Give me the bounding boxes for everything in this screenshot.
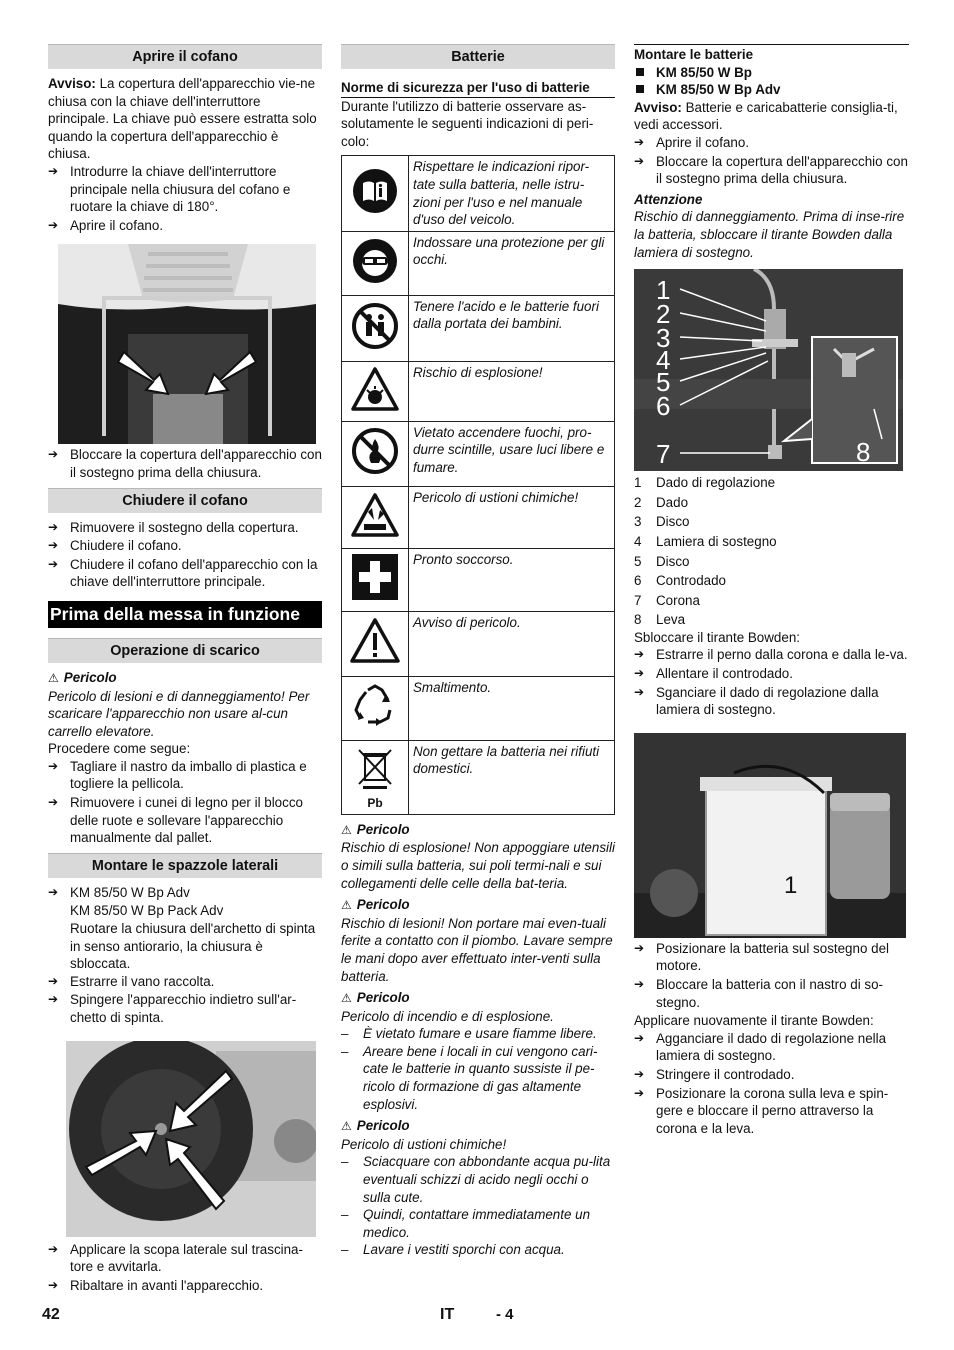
callout-5: 5 <box>656 367 671 398</box>
list-item: – Lavare i vestiti sporchi con acqua. <box>341 1242 565 1258</box>
step-text: Ribaltare in avanti l'apparecchio. <box>70 1277 264 1293</box>
step <box>634 134 909 152</box>
warning-triangle-icon: ⚠ <box>341 1119 352 1134</box>
warning-heading: ⚠ Pericolo <box>341 1118 410 1134</box>
warning-triangle-icon: ⚠ <box>341 898 352 913</box>
step-text: Posizionare la corona sulla leva e spin-gere e bloccare il perno attraverso la corona e la leva. <box>656 1085 889 1136</box>
section-title-close-hood: Chiudere il cofano <box>48 488 322 513</box>
symbol-text: Indossare una protezione per gli occhi. <box>409 231 615 295</box>
step <box>634 153 909 188</box>
column-middle <box>341 44 615 1259</box>
intro-text: Durante l'utilizzo di batterie osservare as-solutamente le seguenti indicazioni di peri-colo: <box>341 98 594 149</box>
symbol-row <box>342 548 615 611</box>
step-text: Bloccare la batteria con il nastro di so-stegno. <box>656 977 884 1010</box>
warning-triangle-icon: ⚠ <box>48 670 59 685</box>
list-item: – È vietato fumare e usare fiamme libere. <box>341 1026 597 1042</box>
symbol-text: Pronto soccorso. <box>409 548 615 611</box>
step <box>48 758 322 793</box>
step <box>48 794 322 847</box>
symbol-row <box>342 611 615 676</box>
warning-heading: ⚠ Pericolo <box>48 669 117 685</box>
step-text: Estrarre il vano raccolta. <box>70 973 215 989</box>
procedure-text: Applicare nuovamente il tirante Bowden: <box>634 1013 874 1029</box>
parts-list <box>634 474 909 629</box>
section-page: - 4 <box>496 1306 514 1323</box>
arrow-icon: ➔ <box>48 758 59 773</box>
symbol-text: Rispettare le indicazioni ripor-tate sulla batteria, nelle istru-zioni per l'uso e nel manuale d'uso del veicolo. <box>409 156 615 231</box>
step-text: Applicare la scopa laterale sul trascina-tore e avvitarla. <box>70 1241 303 1275</box>
step <box>48 537 322 555</box>
arrow-icon: ➔ <box>634 1067 645 1081</box>
warning-icon <box>342 611 409 676</box>
caution-heading: Attenzione <box>634 191 703 207</box>
bowden-illustration <box>634 269 903 471</box>
step-text: Allentare il controdado. <box>656 666 793 682</box>
callout-3: 3 <box>656 323 671 354</box>
step-text: Aprire il cofano. <box>656 134 750 150</box>
step-text: Introdurre la chiave dell'interruttore principale nella chiusura del cofano e ruotare la chiave di 180°. <box>70 163 291 215</box>
notice-text: La copertura dell'apparecchio vie-ne chiusa con la chiave dell'interruttore principale. La chiave può essere estratta solo quando la copertura dell'apparecchio è chiusa. <box>48 76 317 162</box>
symbol-text: Tenere l'acido e le batterie fuori dalla portata dei bambini. <box>409 295 615 361</box>
notice-text: Batterie e caricabatterie consiglia-ti, vedi accessori. <box>634 99 898 133</box>
symbol-row <box>342 740 615 814</box>
hood-illustration <box>58 244 316 444</box>
section-title-batteries: Batterie <box>341 44 615 69</box>
step-text: Rimuovere i cunei di legno per il blocco delle ruote e sollevare l'apparecchio manualmente dal pallet. <box>70 795 303 846</box>
arrow-icon: ➔ <box>634 684 645 699</box>
step <box>48 1277 322 1295</box>
arrow-icon: ➔ <box>48 884 59 899</box>
explosion-hazard-icon <box>342 361 409 421</box>
step-text: Aprire il cofano. <box>70 217 164 233</box>
step-text: Rimuovere il sostegno della copertura. <box>70 519 299 535</box>
step <box>634 646 909 664</box>
list-item: – Areare bene i locali in cui vengono cari-cate le batterie in quanto sussiste il pe-ricolo di formazione di gas altamente esplosivi. <box>341 1043 598 1112</box>
procedure-text: Procedere come segue: <box>48 741 191 757</box>
step <box>634 1030 909 1065</box>
photo-battery <box>634 733 906 938</box>
warning-triangle-icon: ⚠ <box>341 991 352 1006</box>
first-aid-icon <box>342 548 409 611</box>
step-text: Sganciare il dado di regolazione dalla lamiera di sostegno. <box>656 684 879 718</box>
page-number: 42 <box>42 1306 60 1323</box>
symbol-text: Non gettare la batteria nei rifiuti domestici. <box>409 740 615 814</box>
manual-book-icon <box>342 156 409 231</box>
list-item: – Quindi, contattare immediatamente un medico. <box>341 1207 591 1240</box>
callout-1: 1 <box>784 871 798 899</box>
arrow-icon: ➔ <box>634 1030 645 1045</box>
notice-label: Avviso: <box>634 99 682 115</box>
step <box>634 940 909 975</box>
arrow-icon: ➔ <box>634 647 645 662</box>
symbol-row <box>342 156 615 231</box>
step-text: Bloccare la copertura dell'apparecchio con il sostegno prima della chiusura. <box>70 447 322 480</box>
warning-triangle-icon: ⚠ <box>341 822 352 837</box>
symbol-row <box>342 421 615 486</box>
step <box>48 519 322 537</box>
chemical-burn-icon <box>342 486 409 548</box>
step <box>634 684 909 719</box>
symbol-text: Pericolo di ustioni chimiche! <box>409 486 615 548</box>
notice-paragraph <box>634 99 909 134</box>
lead-label: Pb <box>367 795 383 810</box>
warning-heading: ⚠ Pericolo <box>341 990 410 1006</box>
step-text: Agganciare il dado di regolazione nella lamiera di sostegno. <box>656 1030 887 1064</box>
arrow-icon: ➔ <box>634 977 645 992</box>
step <box>48 217 322 235</box>
callout-2: 2 <box>656 299 671 330</box>
arrow-icon: ➔ <box>48 973 59 988</box>
part-item: 1 Dado di regolazione <box>634 475 776 491</box>
model-item: KM 85/50 W Bp Adv <box>634 81 909 99</box>
photo-bowden-cable <box>634 269 903 471</box>
warning-text: Rischio di esplosione! Non appoggiare utensili o simili sulla batteria, sui poli termi-nali e sui collegamenti delle celle della bat-teria. <box>341 840 615 891</box>
step <box>48 884 322 902</box>
section-title-side-brushes: Montare le spazzole laterali <box>48 853 322 878</box>
battery-illustration <box>634 733 906 938</box>
step-text: Bloccare la copertura dell'apparecchio con il sostegno prima della chiusura. <box>656 153 908 187</box>
arrow-icon: ➔ <box>634 666 645 681</box>
symbol-row <box>342 295 615 361</box>
step <box>634 665 909 683</box>
arrow-icon: ➔ <box>48 519 59 534</box>
crossed-bin-icon <box>342 740 409 814</box>
bullet-square-icon <box>636 85 644 93</box>
part-item: 7 Corona <box>634 592 700 608</box>
warning-text: Rischio di lesioni! Non portare mai even-tuali ferite a contatto con il piombo. Lavare sempre le mani dopo aver effettuato inter-venti sulla batteria. <box>341 915 613 984</box>
step-text: Tagliare il nastro da imballo di plastica e togliere la pellicola. <box>70 758 307 792</box>
step-text: Estrarre il perno dalla corona e dalla le-va. <box>656 647 908 663</box>
symbol-text: Smaltimento. <box>409 676 615 740</box>
arrow-icon: ➔ <box>48 1241 59 1256</box>
symbol-text: Vietato accendere fuochi, pro-durre scintille, usare luci libere e fumare. <box>409 421 615 486</box>
section-title-mount-batteries: Montare le batterie <box>634 44 909 64</box>
chapter-title: Prima della messa in funzione <box>48 601 322 628</box>
arrow-icon: ➔ <box>48 538 59 553</box>
step <box>634 976 909 1011</box>
brush-illustration <box>66 1041 316 1237</box>
no-children-icon <box>342 295 409 361</box>
language-code: IT <box>440 1306 455 1323</box>
eye-protection-icon <box>342 231 409 295</box>
part-item: 6 Controdado <box>634 573 726 589</box>
symbol-text: Avviso di pericolo. <box>409 611 615 676</box>
model-name: KM 85/50 W Bp Pack Adv <box>70 903 224 919</box>
warning-heading: ⚠ Pericolo <box>341 821 410 837</box>
callout-8: 8 <box>856 437 871 468</box>
part-item: 4 Lamiera di sostegno <box>634 533 777 549</box>
symbol-row <box>342 486 615 548</box>
step <box>634 1085 909 1138</box>
arrow-icon: ➔ <box>634 940 645 955</box>
bullet-square-icon <box>636 68 644 76</box>
symbol-text: Rischio di esplosione! <box>409 361 615 421</box>
no-fire-icon <box>342 421 409 486</box>
list-item: – Sciacquare con abbondante acqua pu-lita eventuali schizzi di acido negli occhi o sulla cute. <box>341 1154 611 1205</box>
section-title-unloading: Operazione di scarico <box>48 638 322 663</box>
symbol-row <box>342 676 615 740</box>
warning-text: Pericolo di ustioni chimiche! <box>341 1136 507 1152</box>
model-name: KM 85/50 W Bp Adv <box>70 884 190 900</box>
caution-text: Rischio di danneggiamento. Prima di inse-rire la batteria, sbloccare il tirante Bowden dalla lamiera di sostegno. <box>634 209 905 260</box>
arrow-icon: ➔ <box>634 134 645 149</box>
callout-1: 1 <box>656 275 671 306</box>
safety-symbols-table <box>341 155 615 814</box>
part-item: 2 Dado <box>634 494 689 510</box>
symbol-row <box>342 361 615 421</box>
part-item: 3 Disco <box>634 514 690 530</box>
step <box>48 163 322 216</box>
step-text: Spingere l'apparecchio indietro sull'ar-chetto di spinta. <box>70 992 297 1025</box>
step <box>48 1241 322 1276</box>
callout-4: 4 <box>656 345 671 376</box>
arrow-icon: ➔ <box>48 163 59 178</box>
arrow-icon: ➔ <box>48 1277 59 1292</box>
step-text: Posizionare la batteria sul sostegno del motore. <box>656 940 889 974</box>
step <box>48 556 322 591</box>
warning-heading: ⚠ Pericolo <box>341 897 410 913</box>
column-right <box>634 44 909 1138</box>
recycling-icon <box>342 676 409 740</box>
photo-open-hood <box>58 244 316 444</box>
step <box>48 991 322 1026</box>
callout-7: 7 <box>656 439 671 470</box>
step-text: Chiudere il cofano dell'apparecchio con la chiave dell'interruttore principale. <box>70 556 318 590</box>
symbol-row <box>342 231 615 295</box>
arrow-icon: ➔ <box>48 992 59 1007</box>
step <box>634 1066 909 1084</box>
notice-paragraph <box>48 75 322 163</box>
arrow-icon: ➔ <box>48 795 59 810</box>
column-left <box>48 44 322 1295</box>
arrow-icon: ➔ <box>48 447 59 462</box>
section-title-open-hood: Aprire il cofano <box>48 44 322 69</box>
notice-label: Avviso: <box>48 76 96 91</box>
arrow-icon: ➔ <box>634 1085 645 1100</box>
part-item: 8 Leva <box>634 612 686 628</box>
step-text: Ruotare la chiusura dell'archetto di spinta in senso antiorario, la chiusura è sbloccata. <box>70 921 316 972</box>
procedure-text: Sbloccare il tirante Bowden: <box>634 629 800 645</box>
photo-side-brush <box>66 1041 316 1237</box>
step-text: Chiudere il cofano. <box>70 538 182 554</box>
arrow-icon: ➔ <box>48 556 59 571</box>
arrow-icon: ➔ <box>634 153 645 168</box>
part-item: 5 Disco <box>634 553 690 569</box>
arrow-icon: ➔ <box>48 217 59 232</box>
model-item: KM 85/50 W Bp <box>634 64 909 82</box>
subsection-title: Norme di sicurezza per l'uso di batterie <box>341 79 615 98</box>
step <box>48 446 322 481</box>
callout-6: 6 <box>656 391 671 422</box>
warning-text: Pericolo di incendio e di esplosione. <box>341 1008 554 1024</box>
step <box>48 973 322 991</box>
warning-text: Pericolo di lesioni e di danneggiamento! Per scaricare l'apparecchio non usare al-cun carrello elevatore. <box>48 688 310 739</box>
step-text: Stringere il controdado. <box>656 1067 795 1082</box>
